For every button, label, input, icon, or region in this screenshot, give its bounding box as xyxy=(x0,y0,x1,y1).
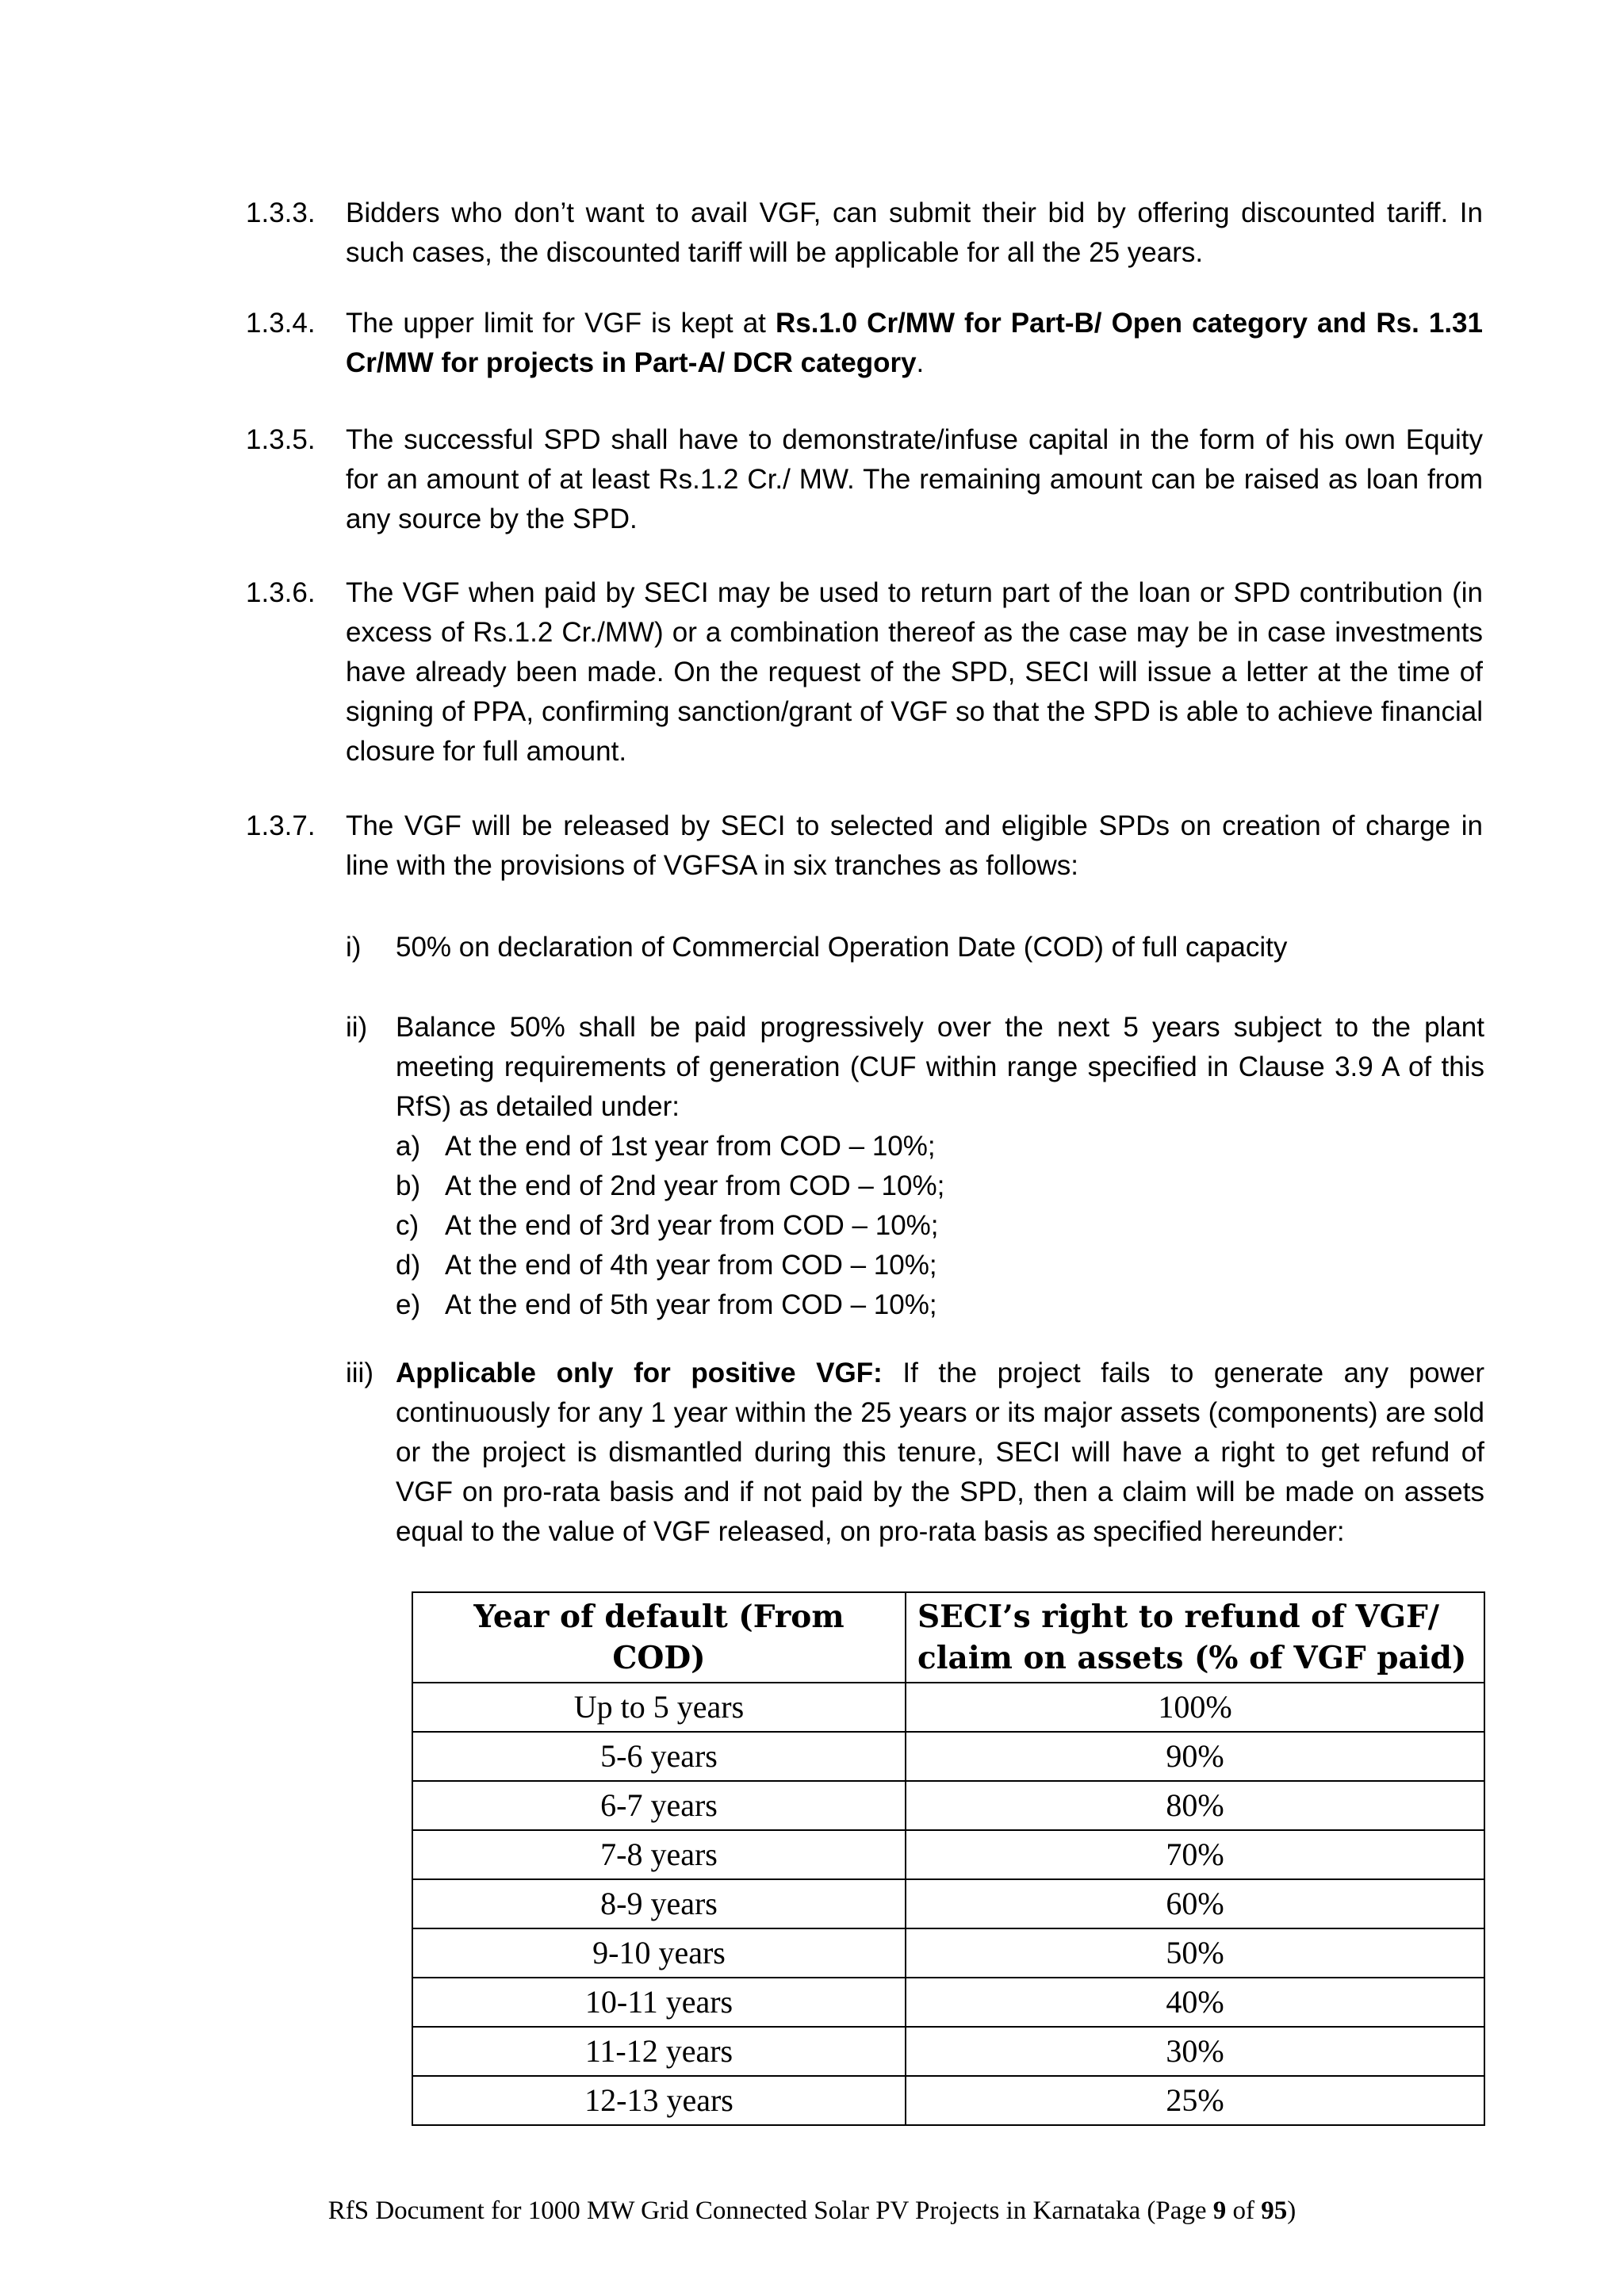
tranche-number: i) xyxy=(346,932,362,963)
footer-close: ) xyxy=(1287,2196,1297,2225)
clause-1-3-5 xyxy=(246,420,1483,539)
clause-text-bold: Rs.1.0 Cr/MW for Part-B/ Open category and Rs. 1.31 Cr/MW for projects in Part-A/ DCR category xyxy=(346,308,1483,378)
tranche-ii-item-e xyxy=(396,1285,1474,1325)
footer-text: RfS Document for 1000 MW Grid Connected Solar PV Projects in Karnataka (Page xyxy=(327,2196,1213,2225)
footer-page-number: 9 xyxy=(1212,2196,1227,2225)
item-letter: b) xyxy=(396,1170,421,1201)
clause-1-3-3 xyxy=(246,193,1483,273)
table-row xyxy=(412,1879,1484,1928)
header-refund-right: SECI’s right to refund of VGF/ claim on assets (% of VGF paid) xyxy=(906,1592,1484,1683)
clause-number: 1.3.4. xyxy=(246,308,316,339)
tranche-ii-item-d xyxy=(396,1246,1474,1285)
clause-text-tail: . xyxy=(916,347,925,378)
table-row xyxy=(412,1928,1484,1978)
year-cell: 11-12 years xyxy=(412,2027,906,2076)
year-cell: Up to 5 years xyxy=(412,1683,906,1732)
item-letter: c) xyxy=(396,1210,419,1241)
percent-cell: 100% xyxy=(906,1683,1484,1732)
clause-text: The VGF when paid by SECI may be used to return part of the loan or SPD contribution (in excess of Rs.1.2 Cr./MW) or a combination thereof as the case may be in case investments have already been made. On the request of the SPD, SECI will issue a letter at the time of signing of PPA, confirming sanction/grant of VGF so that the SPD is able to achieve financial closure for full amount. xyxy=(346,577,1483,767)
tranche-ii-item-b xyxy=(396,1166,1474,1206)
clause-number: 1.3.3. xyxy=(246,197,316,228)
clause-text xyxy=(346,304,1483,383)
item-letter: a) xyxy=(396,1131,421,1162)
tranche-ii xyxy=(346,1008,1484,1127)
tranche-ii-item-c xyxy=(396,1206,1474,1246)
year-cell: 9-10 years xyxy=(412,1928,906,1978)
clause-text: The successful SPD shall have to demonstrate/infuse capital in the form of his own Equity for an amount of at least Rs.1.2 Cr./ MW. The remaining amount can be raised as loan from any source by the SPD. xyxy=(346,424,1483,534)
percent-cell: 50% xyxy=(906,1928,1484,1978)
percent-cell: 80% xyxy=(906,1781,1484,1830)
item-letter: e) xyxy=(396,1289,421,1320)
clause-text-lead: The upper limit for VGF is kept at xyxy=(346,308,776,339)
tranche-number: iii) xyxy=(346,1358,373,1388)
tranche-iii xyxy=(346,1354,1484,1552)
tranche-text-rest: If the project fails to generate any power continuously for any 1 year within the 25 years or its major assets (components) are sold or the project is dismantled during this tenure, SECI will have a right to get refund of VGF on pro-rata basis and if not paid by the SPD, then a claim will be made on assets equal to the value of VGF released, on pro-rata basis as specified hereunder: xyxy=(396,1358,1484,1547)
year-cell: 7-8 years xyxy=(412,1830,906,1879)
percent-cell: 90% xyxy=(906,1732,1484,1781)
table-header-row xyxy=(412,1592,1484,1683)
tranche-number: ii) xyxy=(346,1012,368,1043)
table-row xyxy=(412,1978,1484,2027)
tranche-bold-lead: Applicable only for positive VGF: xyxy=(396,1358,883,1388)
item-text: At the end of 2nd year from COD – 10%; xyxy=(445,1170,945,1201)
percent-cell: 70% xyxy=(906,1830,1484,1879)
tranche-text: 50% on declaration of Commercial Operation Date (COD) of full capacity xyxy=(396,932,1288,963)
header-year-of-default: Year of default (From COD) xyxy=(412,1592,906,1683)
table-row xyxy=(412,1830,1484,1879)
item-text: At the end of 1st year from COD – 10%; xyxy=(445,1131,936,1162)
clause-1-3-6 xyxy=(246,573,1483,772)
percent-cell: 30% xyxy=(906,2027,1484,2076)
footer-of: of xyxy=(1226,2196,1262,2225)
clause-number: 1.3.5. xyxy=(246,424,316,455)
table-row xyxy=(412,2076,1484,2125)
table-row xyxy=(412,1732,1484,1781)
percent-cell: 40% xyxy=(906,1978,1484,2027)
table-row xyxy=(412,1781,1484,1830)
year-cell: 5-6 years xyxy=(412,1732,906,1781)
tranche-i xyxy=(346,928,1484,967)
percent-cell: 60% xyxy=(906,1879,1484,1928)
clause-text: Bidders who don’t want to avail VGF, can submit their bid by offering discounted tariff. In such cases, the discounted tariff will be applicable for all the 25 years. xyxy=(346,197,1483,268)
percent-cell: 25% xyxy=(906,2076,1484,2125)
year-cell: 10-11 years xyxy=(412,1978,906,2027)
clause-number: 1.3.6. xyxy=(246,577,316,608)
page-footer xyxy=(0,2195,1624,2227)
item-letter: d) xyxy=(396,1250,421,1281)
table-row xyxy=(412,1683,1484,1732)
clause-1-3-4 xyxy=(246,304,1483,383)
clause-1-3-7 xyxy=(246,806,1483,886)
year-cell: 6-7 years xyxy=(412,1781,906,1830)
item-text: At the end of 3rd year from COD – 10%; xyxy=(445,1210,939,1241)
item-text: At the end of 5th year from COD – 10%; xyxy=(445,1289,937,1320)
footer-page-total: 95 xyxy=(1261,2196,1288,2225)
tranche-text xyxy=(396,1354,1484,1552)
tranche-ii-item-a xyxy=(396,1127,1474,1166)
item-text: At the end of 4th year from COD – 10%; xyxy=(445,1250,937,1281)
tranche-text: Balance 50% shall be paid progressively over the next 5 years subject to the plant meeting requirements of generation (CUF within range specified in Clause 3.9 A of this RfS) as detailed under: xyxy=(396,1012,1484,1122)
year-cell: 12-13 years xyxy=(412,2076,906,2125)
refund-schedule-table xyxy=(412,1591,1485,2126)
year-cell: 8-9 years xyxy=(412,1879,906,1928)
clause-text: The VGF will be released by SECI to selected and eligible SPDs on creation of charge in line with the provisions of VGFSA in six tranches as follows: xyxy=(346,810,1483,881)
table-row xyxy=(412,2027,1484,2076)
clause-number: 1.3.7. xyxy=(246,810,316,841)
